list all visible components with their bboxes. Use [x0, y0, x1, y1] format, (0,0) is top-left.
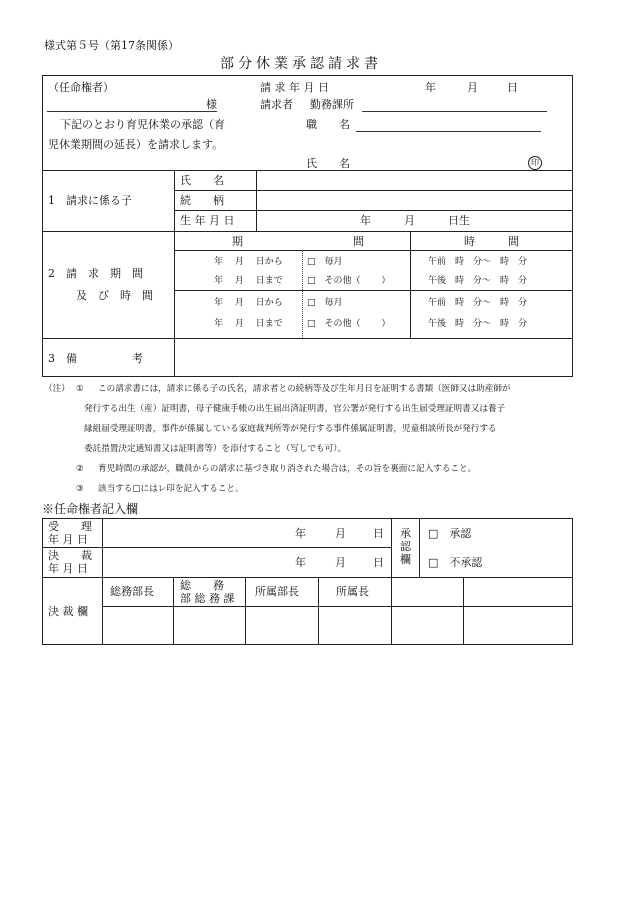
period-col-header: 期 間 [232, 235, 364, 248]
option-other[interactable]: □ その他（ ） [307, 319, 391, 329]
divider [391, 518, 392, 645]
name-label: 氏 名 [306, 157, 350, 170]
note2-number: ② [76, 464, 84, 474]
notes-label: （注） [44, 384, 70, 394]
decision-label-line2: 年 月 日 [48, 562, 88, 575]
seal-mark: 印 [528, 156, 542, 170]
note3-number: ③ [76, 484, 84, 494]
approver-heading: ※任命権者記入欄 [42, 502, 139, 516]
decision-day: 日 [373, 556, 384, 569]
post-field[interactable] [356, 131, 541, 132]
receipt-label-line1: 受 理 [48, 520, 92, 533]
note1-line: この請求書には，請求に係る子の氏名，請求者との続柄等及び生年月日を証明する書類（医師又は助産師が [98, 384, 511, 394]
time-pm: 午後 時 分～ 時 分 [428, 276, 528, 286]
divider [42, 231, 573, 232]
approval-col-label: 欄 [400, 553, 411, 566]
body-text-line2: 児休業期間の延長）を請求します。 [48, 138, 224, 151]
divider [302, 250, 303, 338]
sama-label: 様 [206, 98, 217, 111]
request-month: 月 [467, 81, 478, 94]
receipt-label-line2: 年 月 日 [48, 533, 88, 546]
col-office-head: 所属長 [336, 585, 369, 598]
approval-col-label: 承 [400, 527, 411, 540]
section2-label-line2: 及 び 時 間 [76, 289, 153, 302]
section3-label: 3 備 考 [48, 352, 143, 365]
remarks-field[interactable] [175, 339, 572, 376]
decision-month: 月 [335, 556, 346, 569]
request-year: 年 [425, 81, 436, 94]
child-name-field[interactable] [257, 171, 572, 190]
col-dept-director: 所属部長 [255, 585, 299, 598]
relation-label: 続 柄 [180, 194, 224, 207]
col-general-affairs-director: 総務部長 [110, 585, 154, 598]
birth-value: 年 月 日生 [360, 214, 470, 227]
time-am: 午前 時 分～ 時 分 [428, 257, 528, 267]
divider [173, 577, 174, 645]
note1-line: 縁組届受理証明書，事件が係属している家庭裁判所等が発行する事件係属証明書，児童相談所長が発行する [84, 424, 497, 434]
birth-label: 生 年 月 日 [180, 214, 235, 227]
note1-line: 発行する出生（産）証明書，母子健康手帳の出生届出済証明書，官公署が発行する出生届受理証明書又は養子 [84, 404, 506, 414]
approver-table [42, 518, 573, 645]
time-pm: 午後 時 分～ 時 分 [428, 319, 528, 329]
divider [174, 250, 573, 251]
form-number: 様式第５号（第17条関係） [44, 39, 179, 52]
divider [245, 577, 246, 645]
divider [463, 577, 464, 645]
divider [42, 577, 573, 578]
period-from: 年 月 日から [214, 298, 283, 308]
decision-label-line1: 決 裁 [48, 549, 92, 562]
period-to: 年 月 日まで [214, 276, 283, 286]
approved-checkbox[interactable]: □ 承認 [428, 527, 472, 540]
time-col-header: 時 間 [464, 235, 519, 248]
note2-text: 育児時間の承認が，職員からの請求に基づき取り消された場合は，その旨を裏面に記入すること。 [98, 464, 477, 474]
divider [174, 210, 573, 211]
relation-field[interactable] [257, 191, 572, 210]
divider [102, 518, 103, 645]
request-day: 日 [507, 81, 518, 94]
dept-label: 勤務課所 [310, 98, 354, 111]
dept-field[interactable] [362, 111, 547, 112]
section2-label-line1: 2 請 求 期 間 [48, 267, 143, 280]
note1-number: ① [76, 384, 84, 394]
approval-col-label: 認 [400, 540, 411, 553]
divider [419, 518, 420, 577]
requester-label: 請求者 [260, 98, 293, 111]
divider [318, 577, 319, 645]
option-every-month[interactable]: □ 毎月 [307, 298, 343, 308]
kessai-label: 決 裁 欄 [48, 605, 88, 618]
post-label: 職 名 [306, 118, 350, 131]
decision-year: 年 [295, 556, 306, 569]
request-date-label: 請 求 年 月 日 [260, 81, 329, 94]
rejected-checkbox[interactable]: □ 不承認 [428, 556, 483, 569]
divider [410, 231, 411, 338]
note3-text: 該当する□にはレ印を記入すること。 [98, 484, 244, 494]
option-other[interactable]: □ その他（ ） [307, 276, 391, 286]
body-text-line1: 下記のとおり育児休業の承認（育 [60, 118, 225, 131]
period-to: 年 月 日まで [214, 319, 283, 329]
col-general-affairs-section-l1: 総 務 [180, 579, 224, 592]
note1-line: 委託措置決定通知書又は証明書等）を添付すること（写しでも可）。 [84, 444, 347, 454]
time-am: 午前 時 分～ 時 分 [428, 298, 528, 308]
section1-label: 1 請求に係る子 [48, 194, 132, 207]
option-every-month[interactable]: □ 毎月 [307, 257, 343, 267]
form-title: 部分休業承認請求書 [220, 56, 382, 72]
receipt-year: 年 [295, 527, 306, 540]
period-from: 年 月 日から [214, 257, 283, 267]
child-name-label: 氏 名 [180, 174, 224, 187]
receipt-month: 月 [335, 527, 346, 540]
appointer-name-line[interactable] [47, 111, 217, 112]
divider [174, 290, 573, 291]
receipt-day: 日 [373, 527, 384, 540]
appointer-label: （任命権者） [48, 81, 114, 94]
divider [42, 547, 391, 548]
col-general-affairs-section-l2: 部 総 務 課 [180, 592, 235, 605]
